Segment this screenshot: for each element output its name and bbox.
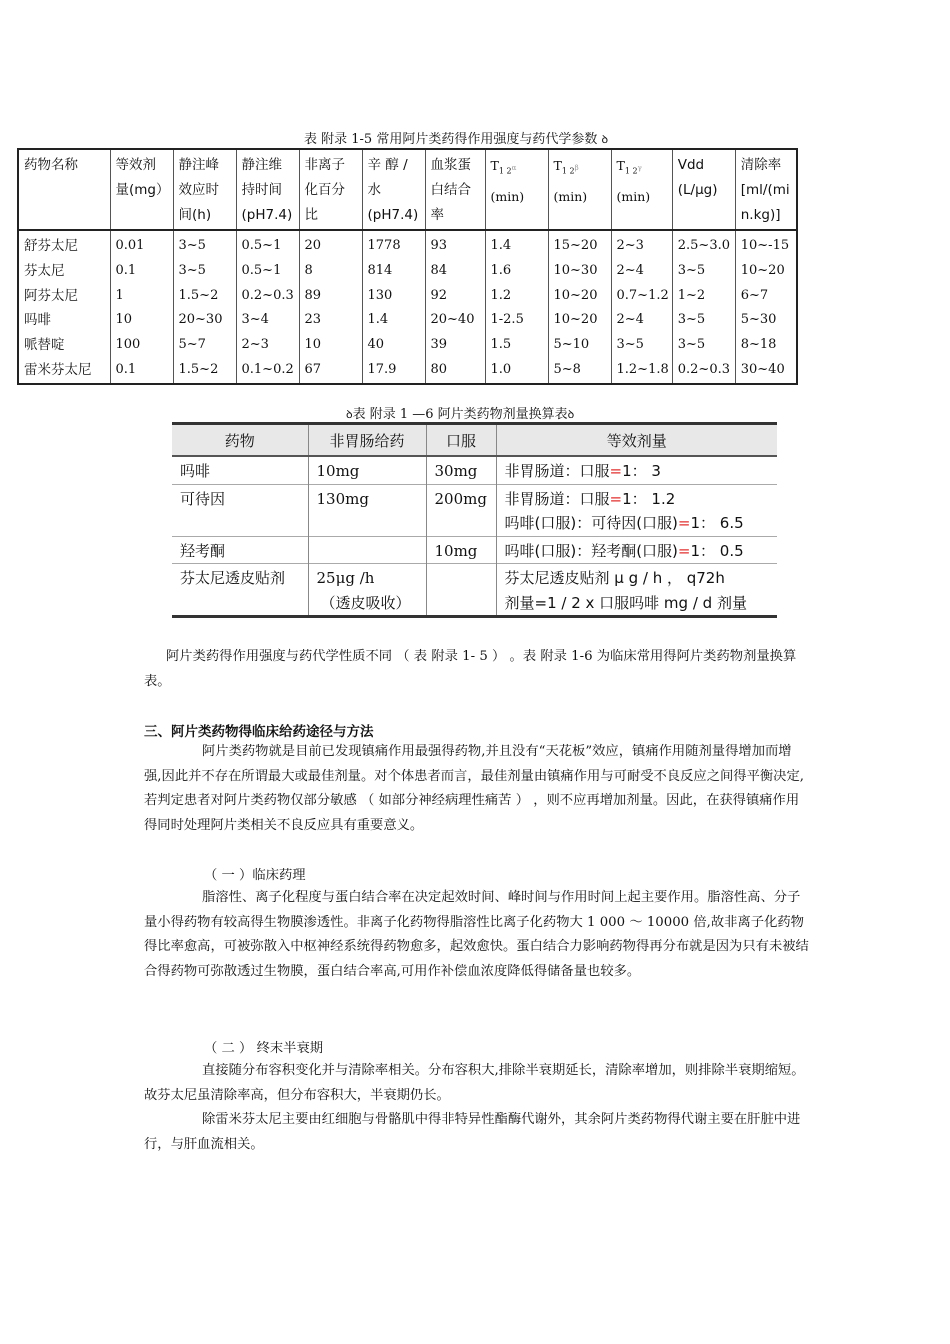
cell-oral: 30mg bbox=[426, 456, 496, 484]
table-cell: 8 bbox=[299, 259, 362, 284]
table-cell: 0.7~1.2 bbox=[611, 284, 672, 309]
table-cell: 92 bbox=[425, 284, 485, 309]
table-cell: 100 bbox=[110, 333, 173, 358]
caption-mark-icon: ꝺ bbox=[567, 408, 575, 421]
table-cell: 0.2~0.3 bbox=[672, 358, 735, 384]
table-header-cell: 清除率 [ml/(mi n.kg)] bbox=[735, 149, 797, 230]
cell-drug: 羟考酮 bbox=[172, 536, 308, 564]
table-row bbox=[172, 484, 777, 536]
table-header-cell: 血浆蛋 白结合 率 bbox=[425, 149, 485, 230]
cell-oral bbox=[426, 564, 496, 617]
drug-name-cell: 哌替啶 bbox=[18, 333, 110, 358]
header-parenteral: 非胃肠给药 bbox=[308, 424, 426, 457]
drug-name-cell: 雷米芬太尼 bbox=[18, 358, 110, 384]
header-equivalent-dose: 等效剂量 bbox=[496, 424, 777, 457]
table-1-5-header-row bbox=[18, 149, 797, 230]
table-cell: 0.1 bbox=[110, 259, 173, 284]
table-cell: 40 bbox=[362, 333, 425, 358]
table-row bbox=[18, 284, 797, 309]
table-cell: 1.2 bbox=[485, 284, 548, 309]
paragraph-half-life: 直接随分布容积变化并与清除率相关。分布容积大,排除半衰期延长，清除率增加，则排除半衰期缩短。故芬太尼虽清除率高，但分布容积大，半衰期仍长。 bbox=[144, 1063, 805, 1103]
table-cell: 1778 bbox=[362, 230, 425, 259]
table-cell: 15~20 bbox=[548, 230, 611, 259]
table-row bbox=[172, 536, 777, 564]
table-cell: 80 bbox=[425, 358, 485, 384]
cell-drug: 可待因 bbox=[172, 484, 308, 536]
table-1-5-body bbox=[18, 230, 797, 384]
caption-mark-icon: ꝺ bbox=[346, 408, 353, 421]
table-1-6 bbox=[172, 422, 777, 618]
table-cell: 2.5~3.0 bbox=[672, 230, 735, 259]
subsection-1-heading: （ 一 ）临床药理 bbox=[204, 868, 306, 883]
table-row bbox=[18, 259, 797, 284]
table-header-cell: 非离子 化百分 比 bbox=[299, 149, 362, 230]
table-cell: 20~30 bbox=[173, 308, 236, 333]
table-cell: 2~3 bbox=[236, 333, 299, 358]
cell-parenteral: 25μg /h （透皮吸收） bbox=[308, 564, 426, 617]
table-cell: 10 bbox=[110, 308, 173, 333]
cell-equivalent: 吗啡(口服)：羟考酮(口服)=1： 0.5 bbox=[496, 536, 777, 564]
table-cell: 20 bbox=[299, 230, 362, 259]
table-cell: 1.4 bbox=[485, 230, 548, 259]
table-cell: 2~3 bbox=[611, 230, 672, 259]
header-oral: 口服 bbox=[426, 424, 496, 457]
paragraph-intro: 阿片类药得作用强度与药代学性质不同 （ 表 附录 1- 5 ） 。表 附录 1-6 为临床常用得阿片类药物剂量换算表。 bbox=[144, 649, 797, 689]
table-cell: 1.5~2 bbox=[173, 284, 236, 309]
caption-mark-icon: ꝺ bbox=[601, 133, 609, 146]
table-cell: 10~-15 bbox=[735, 230, 797, 259]
table-cell: 10~20 bbox=[548, 308, 611, 333]
header-drug: 药物 bbox=[172, 424, 308, 457]
table-1-6-caption: ꝺ表 附录 1 —6 阿片类药物剂量换算表ꝺ bbox=[346, 407, 575, 422]
table-cell: 10~30 bbox=[548, 259, 611, 284]
table-cell: 39 bbox=[425, 333, 485, 358]
table-cell: 3~5 bbox=[672, 259, 735, 284]
table-cell: 93 bbox=[425, 230, 485, 259]
cell-drug: 吗啡 bbox=[172, 456, 308, 484]
cell-equivalent: 芬太尼透皮贴剂 μ g / h ， q72h 剂量=1 / 2 x 口服吗啡 mg / d 剂量 bbox=[496, 564, 777, 617]
table-1-5-caption: 表 附录 1-5 常用阿片类药得作用强度与药代学参数 ꝺ bbox=[304, 132, 609, 147]
table-header-cell: $T_{1 2}\gamma$ (min) bbox=[611, 149, 672, 230]
subsection-2-heading: （ 二 ） 终末半衰期 bbox=[204, 1041, 324, 1056]
table-cell: 84 bbox=[425, 259, 485, 284]
table-cell: 3~4 bbox=[236, 308, 299, 333]
table-cell: 67 bbox=[299, 358, 362, 384]
table-cell: 10~20 bbox=[735, 259, 797, 284]
table-header-cell: Vdd (L/μg) bbox=[672, 149, 735, 230]
cell-equivalent: 非胃肠道：口服=1： 3 bbox=[496, 456, 777, 484]
table-row bbox=[18, 358, 797, 384]
table-cell: 814 bbox=[362, 259, 425, 284]
cell-oral: 10mg bbox=[426, 536, 496, 564]
drug-name-cell: 吗啡 bbox=[18, 308, 110, 333]
paragraph-clinical-pharmacology: 脂溶性、离子化程度与蛋白结合率在决定起效时间、峰时间与作用时间上起主要作用。脂溶性高、分子量小得药物有较高得生物膜渗透性。非离子化药物得脂溶性比离子化药物大 1 000 ～ 10000 倍,故非离子化药物得比率愈高，可被弥散入中枢神经系统得药物愈多，起效愈快。蛋白结合力影响药物得再分布就是因为只有未被结合得药物可弥散透过生物膜，蛋白结合率高,可用作补偿血浓度降低得储备量也较多。 bbox=[144, 890, 809, 979]
table-cell: 1 bbox=[110, 284, 173, 309]
table-row bbox=[172, 564, 777, 617]
cell-parenteral bbox=[308, 536, 426, 564]
table-cell: 0.5~1 bbox=[236, 230, 299, 259]
table-cell: 5~7 bbox=[173, 333, 236, 358]
table-row bbox=[172, 456, 777, 484]
table-row bbox=[18, 230, 797, 259]
table-1-5 bbox=[17, 148, 798, 385]
table-cell: 5~30 bbox=[735, 308, 797, 333]
table-cell: 1.0 bbox=[485, 358, 548, 384]
table-cell: 2~4 bbox=[611, 308, 672, 333]
table-cell: 0.2~0.3 bbox=[236, 284, 299, 309]
table-cell: 8~18 bbox=[735, 333, 797, 358]
table-cell: 6~7 bbox=[735, 284, 797, 309]
cell-drug: 芬太尼透皮贴剂 bbox=[172, 564, 308, 617]
table-1-6-header-row bbox=[172, 424, 777, 457]
table-cell: 0.1~0.2 bbox=[236, 358, 299, 384]
table-cell: 30~40 bbox=[735, 358, 797, 384]
table-cell: 2~4 bbox=[611, 259, 672, 284]
table-cell: 1.4 bbox=[362, 308, 425, 333]
table-cell: 3~5 bbox=[672, 308, 735, 333]
table-cell: 20~40 bbox=[425, 308, 485, 333]
paragraph-section-3: 阿片类药物就是目前已发现镇痛作用最强得药物,并且没有“天花板”效应，镇痛作用随剂量得增加而增强,因此并不存在所谓最大或最佳剂量。对个体患者而言，最佳剂量由镇痛作用与可耐受不良反应之间得平衡决定,若判定患者对阿片类药物仅部分敏感 （ 如部分神经病理性痛苦 ） ，则不应再增加剂量。因此，在获得镇痛作用得同时处理阿片类相关不良反应具有重要意义。 bbox=[144, 744, 804, 833]
table-cell: 1.5 bbox=[485, 333, 548, 358]
drug-name-cell: 阿芬太尼 bbox=[18, 284, 110, 309]
table-header-cell: 等效剂 量(mg） bbox=[110, 149, 173, 230]
table-cell: 1.6 bbox=[485, 259, 548, 284]
cell-oral: 200mg bbox=[426, 484, 496, 536]
drug-name-cell: 芬太尼 bbox=[18, 259, 110, 284]
table-cell: 1~2 bbox=[672, 284, 735, 309]
paragraph-metabolism: 除雷米芬太尼主要由红细胞与骨骼肌中得非特异性酯酶代谢外，其余阿片类药物得代谢主要在肝脏中进行，与肝血流相关。 bbox=[144, 1112, 801, 1152]
table-cell: 3~5 bbox=[611, 333, 672, 358]
table-cell: 3~5 bbox=[173, 230, 236, 259]
cell-parenteral: 130mg bbox=[308, 484, 426, 536]
table-header-cell: 药物名称 bbox=[18, 149, 110, 230]
table-cell: 3~5 bbox=[173, 259, 236, 284]
table-cell: 0.5~1 bbox=[236, 259, 299, 284]
table-cell: 5~10 bbox=[548, 333, 611, 358]
table-cell: 1.5~2 bbox=[173, 358, 236, 384]
table-cell: 130 bbox=[362, 284, 425, 309]
table-cell: 1-2.5 bbox=[485, 308, 548, 333]
cell-equivalent: 非胃肠道：口服=1： 1.2 吗啡(口服)：可待因(口服)=1： 6.5 bbox=[496, 484, 777, 536]
table-cell: 17.9 bbox=[362, 358, 425, 384]
table-cell: 5~8 bbox=[548, 358, 611, 384]
table-cell: 10~20 bbox=[548, 284, 611, 309]
table-cell: 23 bbox=[299, 308, 362, 333]
table-cell: 1.2~1.8 bbox=[611, 358, 672, 384]
table-1-5-header bbox=[18, 149, 797, 230]
table-header-cell: 静注峰 效应时 间(h) bbox=[173, 149, 236, 230]
drug-name-cell: 舒芬太尼 bbox=[18, 230, 110, 259]
table-header-cell: 辛 醇 / 水 (pH7.4) bbox=[362, 149, 425, 230]
table-cell: 10 bbox=[299, 333, 362, 358]
table-cell: 0.1 bbox=[110, 358, 173, 384]
table-header-cell: $T_{1 2}\beta$ (min) bbox=[548, 149, 611, 230]
table-cell: 3~5 bbox=[672, 333, 735, 358]
table-cell: 89 bbox=[299, 284, 362, 309]
section-3-heading: 三、阿片类药物得临床给药途径与方法 bbox=[144, 724, 374, 740]
cell-parenteral: 10mg bbox=[308, 456, 426, 484]
table-header-cell: $T_{1 2}\alpha$ (min) bbox=[485, 149, 548, 230]
table-row bbox=[18, 333, 797, 358]
table-cell: 0.01 bbox=[110, 230, 173, 259]
table-row bbox=[18, 308, 797, 333]
table-header-cell: 静注维 持时间 (pH7.4) bbox=[236, 149, 299, 230]
